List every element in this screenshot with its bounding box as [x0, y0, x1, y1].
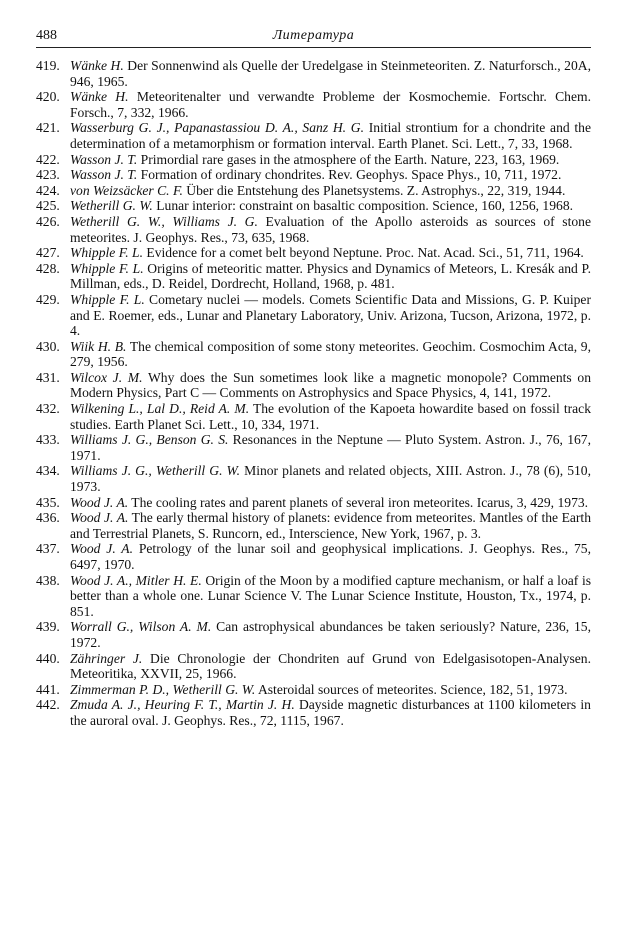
reference-authors: Whipple F. L. — [70, 245, 144, 261]
reference-authors: Zähringer J. — [70, 650, 143, 666]
reference-number: 435. — [36, 494, 60, 510]
reference-number: 425. — [36, 198, 60, 214]
reference-authors: Zmuda A. J., Heuring F. T., Martin J. H. — [70, 697, 295, 713]
reference-citation: The cooling rates and parent planets of several iron meteorites. Icarus, 3, 429, 1973. — [128, 494, 589, 510]
reference-authors: Wood J. A., Mitler H. E. — [70, 572, 202, 588]
reference-text — [70, 697, 591, 728]
reference-item — [36, 245, 591, 261]
reference-citation: Origins of meteoritic matter. Physics and Dynamics of Meteors, L. Kresák and P. Millman, eds., D. Reidel, Dordrecht, Holland, 1968, p. 481. — [70, 260, 591, 292]
reference-item — [36, 167, 591, 183]
reference-item — [36, 58, 591, 89]
reference-number: 420. — [36, 89, 60, 105]
reference-text — [70, 573, 591, 620]
reference-citation: Über die Entstehung des Planetsystems. Z. Astrophys., 22, 319, 1944. — [182, 182, 566, 198]
reference-text — [70, 89, 591, 120]
reference-authors: Wasson J. T. — [70, 167, 138, 183]
reference-number: 421. — [36, 120, 60, 136]
reference-item — [36, 432, 591, 463]
reference-number: 432. — [36, 401, 60, 417]
reference-citation: Minor planets and related objects, XIII. Astron. J., 78 (6), 510, 1973. — [70, 463, 591, 495]
reference-number: 428. — [36, 260, 60, 276]
reference-text — [70, 651, 591, 682]
reference-citation: Evidence for a comet belt beyond Neptune. Proc. Nat. Acad. Sci., 51, 711, 1964. — [143, 245, 584, 261]
reference-authors: Whipple F. L. — [70, 260, 144, 276]
reference-number: 437. — [36, 541, 60, 557]
reference-authors: Williams J. G., Benson G. S. — [70, 432, 229, 448]
reference-text — [70, 167, 591, 183]
reference-authors: Wood J. A. — [70, 541, 133, 557]
reference-authors: Whipple F. L. — [70, 291, 145, 307]
reference-item — [36, 214, 591, 245]
reference-number: 434. — [36, 463, 60, 479]
reference-citation: Primordial rare gases in the atmosphere of the Earth. Nature, 223, 163, 1969. — [137, 151, 560, 167]
reference-item — [36, 152, 591, 168]
reference-number: 429. — [36, 291, 60, 307]
reference-citation: Dayside magnetic disturbances at 1100 kilometers in the auroral oval. J. Geophys. Res., 72, 1115, 1967. — [70, 697, 591, 728]
reference-number: 440. — [36, 650, 60, 666]
reference-item — [36, 183, 591, 199]
reference-authors: Wänke H. — [70, 89, 129, 105]
reference-number: 423. — [36, 167, 60, 183]
reference-item — [36, 619, 591, 650]
reference-number: 422. — [36, 151, 60, 167]
reference-authors: Wiik H. B. — [70, 338, 127, 354]
reference-item — [36, 510, 591, 541]
reference-citation: Formation of ordinary chondrites. Rev. Geophys. Space Phys., 10, 711, 1972. — [137, 167, 562, 183]
reference-item — [36, 89, 591, 120]
reference-item — [36, 401, 591, 432]
reference-authors: Wilkening L., Lal D., Reid A. M. — [70, 401, 250, 417]
reference-item — [36, 339, 591, 370]
running-header — [36, 28, 591, 48]
reference-text — [70, 510, 591, 541]
reference-authors: Williams J. G., Wetherill G. W. — [70, 463, 241, 479]
reference-authors: Zimmerman P. D., Wetherill G. W. — [70, 681, 256, 697]
reference-text — [70, 292, 591, 339]
reference-item — [36, 541, 591, 572]
reference-authors: Wilcox J. M. — [70, 369, 143, 385]
reference-authors: Wood J. A. — [70, 510, 129, 526]
reference-citation: Der Sonnenwind als Quelle der Uredelgase in Steinmeteoriten. Z. Naturforsch., 20A, 946, 1965. — [70, 58, 591, 89]
reference-citation: The early thermal history of planets: evidence from meteorites. Mantles of the Earth and Terrestrial Planets, S. Runcorn, ed., Interscience, New York, 1967, p. 3. — [70, 510, 592, 541]
reference-item — [36, 292, 591, 339]
reference-text — [70, 401, 591, 432]
reference-number: 436. — [36, 510, 60, 526]
reference-text — [70, 682, 591, 698]
reference-authors: Wetherill G. W. — [70, 198, 153, 214]
reference-text — [70, 183, 591, 199]
reference-citation: Evaluation of the Apollo asteroids as sources of stone meteorites. J. Geophys. Res., 73, 635, 1968. — [70, 213, 591, 245]
reference-item — [36, 697, 591, 728]
reference-text — [70, 261, 591, 292]
reference-text — [70, 120, 591, 151]
reference-authors: Wetherill G. W., Williams J. G. — [70, 213, 258, 229]
reference-authors: Wood J. A. — [70, 494, 129, 510]
reference-number: 426. — [36, 213, 60, 229]
reference-citation: The chemical composition of some stony meteorites. Geochim. Cosmochim Acta, 9, 279, 1956. — [70, 338, 591, 370]
reference-text — [70, 463, 591, 494]
reference-item — [36, 651, 591, 682]
reference-number: 424. — [36, 182, 60, 198]
page-number: 488 — [36, 28, 57, 43]
reference-authors: Wänke H. — [70, 58, 124, 73]
reference-number: 433. — [36, 432, 60, 448]
page-title: Литература — [272, 28, 355, 43]
reference-citation: The evolution of the Kapoeta howardite based on fossil track studies. Earth Planet Sci. Lett., 10, 334, 1971. — [70, 401, 591, 432]
reference-citation: Die Chronologie der Chondriten auf Grund von Edelgasisotopen-Analysen. Meteoritika, XXVII, 25, 1966. — [70, 650, 591, 682]
reference-item — [36, 682, 591, 698]
reference-number: 431. — [36, 369, 60, 385]
reference-item — [36, 495, 591, 511]
reference-number: 442. — [36, 697, 60, 713]
reference-text — [70, 245, 591, 261]
reference-text — [70, 495, 591, 511]
reference-text — [70, 541, 591, 572]
reference-item — [36, 370, 591, 401]
reference-number: 427. — [36, 245, 60, 261]
reference-text — [70, 619, 591, 650]
reference-number: 438. — [36, 572, 60, 588]
reference-citation: Initial strontium for a chondrite and the determination of a metamorphism or formation interval. Earth Planet. Sci. Lett., 7, 33, 1968. — [70, 120, 591, 151]
reference-item — [36, 120, 591, 151]
reference-text — [70, 58, 591, 89]
reference-text — [70, 214, 591, 245]
reference-authors: Wasserburg G. J., Papanastassiou D. A., Sanz H. G. — [70, 120, 364, 136]
reference-item — [36, 198, 591, 214]
reference-authors: Worrall G., Wilson A. M. — [70, 619, 212, 635]
reference-citation: Cometary nuclei — models. Comets Scientific Data and Missions, G. P. Kuiper and E. Roemer, eds., Lunar and Planetary Laboratory, Univ. Arizona, Tucson, Arizona, 1972, p. 4. — [70, 291, 591, 339]
reference-item — [36, 573, 591, 620]
reference-number: 430. — [36, 338, 60, 354]
reference-citation: Asteroidal sources of meteorites. Science, 182, 51, 1973. — [255, 681, 568, 697]
reference-number: 441. — [36, 681, 60, 697]
page — [36, 28, 591, 729]
reference-list — [36, 58, 591, 729]
reference-number: 419. — [36, 58, 60, 73]
reference-citation: Can astrophysical abundances be taken seriously? Nature, 236, 15, 1972. — [70, 619, 592, 650]
reference-citation: Origin of the Moon by a modified capture mechanism, or half a loaf is better than a whole one. Lunar Science V. The Lunar Science Institute, Houston, Tx., 1974, p. 851. — [70, 572, 592, 619]
reference-text — [70, 432, 591, 463]
reference-text — [70, 370, 591, 401]
reference-authors: von Weizsäcker C. F. — [70, 182, 183, 198]
reference-citation: Petrology of the lunar soil and geophysical implications. J. Geophys. Res., 75, 6497, 1970. — [70, 541, 591, 572]
reference-citation: Why does the Sun sometimes look like a magnetic monopole? Comments on Modern Physics, Part C — Comments on Astrophysics and Space Physics, 4, 141, 1972. — [70, 369, 591, 401]
reference-item — [36, 261, 591, 292]
reference-item — [36, 463, 591, 494]
reference-citation: Resonances in the Neptune — Pluto System. Astron. J., 76, 167, 1971. — [70, 432, 591, 463]
reference-citation: Meteoritenalter und verwandte Probleme der Kosmochemie. Fortschr. Chem. Forsch., 7, 332, 1966. — [70, 89, 591, 120]
reference-text — [70, 339, 591, 370]
reference-text — [70, 198, 591, 214]
reference-citation: Lunar interior: constraint on basaltic composition. Science, 160, 1256, 1968. — [152, 198, 574, 214]
reference-number: 439. — [36, 619, 60, 635]
reference-authors: Wasson J. T. — [70, 151, 138, 167]
reference-text — [70, 152, 591, 168]
